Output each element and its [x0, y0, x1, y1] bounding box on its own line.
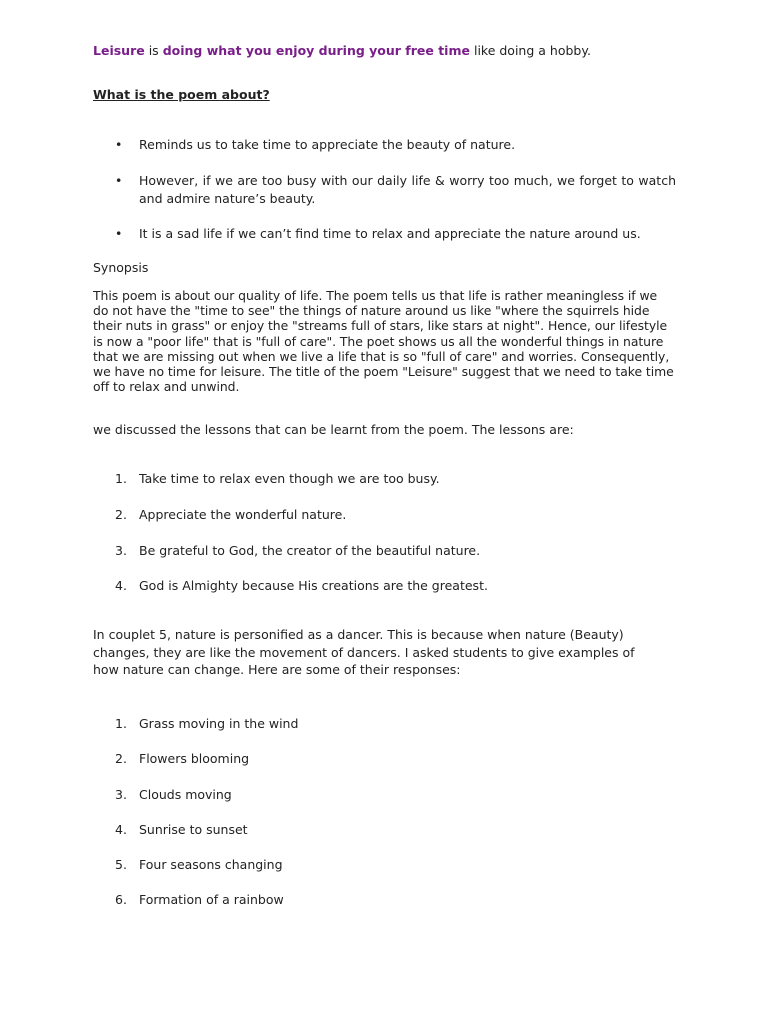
- lesson-text: Take time to relax even though we are too busy.: [139, 471, 440, 486]
- lesson-text: Be grateful to God, the creator of the beautiful nature.: [139, 543, 481, 558]
- bullet-dot: •: [115, 226, 123, 241]
- response-text: Formation of a rainbow: [139, 892, 284, 907]
- lesson-text: God is Almighty because His creations are the greatest.: [139, 578, 488, 593]
- response-text: Four seasons changing: [139, 857, 283, 872]
- synopsis-title: Synopsis: [93, 260, 149, 275]
- response-text: Flowers blooming: [139, 751, 250, 766]
- lesson-text: Appreciate the wonderful nature.: [139, 507, 347, 522]
- leisure-term: Leisure: [93, 43, 145, 58]
- intro-definition: [93, 43, 591, 59]
- bullet-text: It is a sad life if we can’t find time to relax and appreciate the nature around us.: [139, 226, 641, 241]
- response-number: 5.: [115, 857, 127, 872]
- is-word: is: [148, 43, 159, 58]
- response-number: 6.: [115, 892, 127, 907]
- bullet-dot: •: [115, 137, 123, 152]
- bullet-dot: •: [115, 173, 123, 188]
- poem-about-heading: What is the poem about?: [93, 87, 270, 102]
- response-number: 2.: [115, 751, 127, 766]
- response-text: Clouds moving: [139, 787, 232, 802]
- response-text: Grass moving in the wind: [139, 716, 299, 731]
- response-number: 3.: [115, 787, 127, 802]
- response-number: 4.: [115, 822, 127, 837]
- bullet-text: However, if we are too busy with our daily life & worry too much, we forget to watch and admire nature’s beauty.: [139, 173, 676, 206]
- lessons-intro: we discussed the lessons that can be learnt from the poem. The lessons are:: [93, 422, 574, 437]
- bullet-text: Reminds us to take time to appreciate the beauty of nature.: [139, 137, 516, 152]
- synopsis-paragraph: This poem is about our quality of life. The poem tells us that life is rather meaningless if we do not have the "time to see" the things of nature around us like "where the squirrels hide their nuts in grass" or enjoy the "streams full of stars, like stars at night". Hence, our lifestyle is now a "poor life" that is "full of care". The poet shows us all the wonderful things in nature that we are missing out when we live a life that is so "full of care" and worries. Consequently, we have no time for leisure. The title of the poem "Leisure" suggest that we need to take time off to relax and unwind.: [93, 288, 674, 395]
- response-text: Sunrise to sunset: [139, 822, 248, 837]
- lesson-number: 2.: [115, 507, 127, 522]
- lesson-number: 4.: [115, 578, 127, 593]
- lesson-number: 1.: [115, 471, 127, 486]
- intro-tail: like doing a hobby.: [473, 43, 591, 58]
- leisure-definition: doing what you enjoy during your free time: [162, 43, 470, 58]
- lesson-number: 3.: [115, 543, 127, 558]
- response-number: 1.: [115, 716, 127, 731]
- couplet-paragraph: In couplet 5, nature is personified as a dancer. This is because when nature (Beauty) changes, they are like the movement of dancers. I asked students to give examples of how nature can change. Here are some of their responses:: [93, 627, 635, 678]
